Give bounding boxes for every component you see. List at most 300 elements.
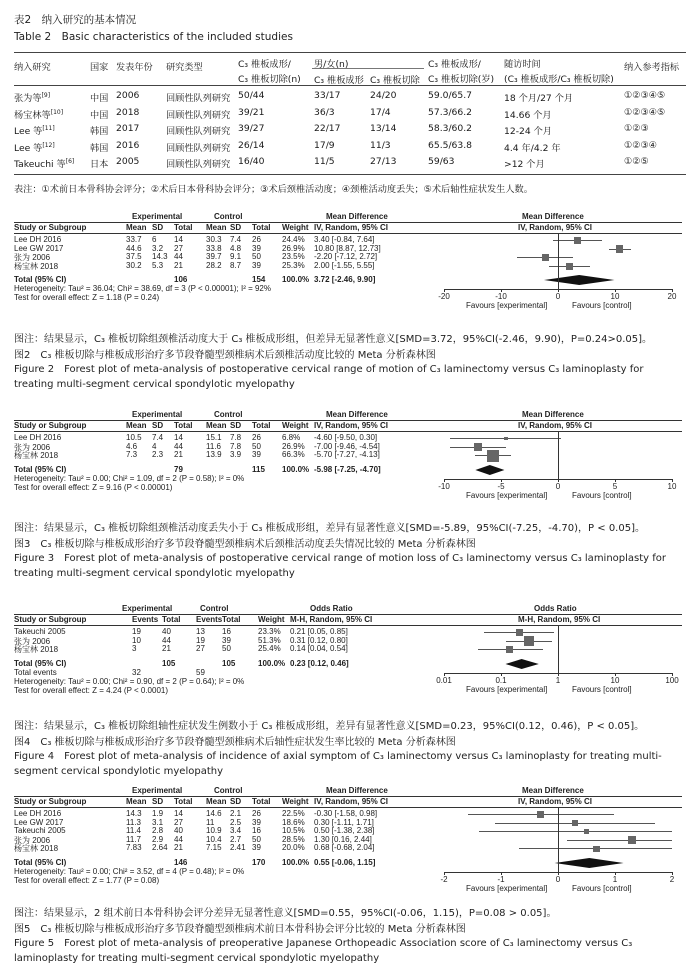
column-header: M-H, Random, 95% CI <box>290 615 373 624</box>
study-point <box>628 836 636 844</box>
th-study: 纳入研究 <box>14 62 51 73</box>
ctl-mean: 33.8 <box>206 243 222 253</box>
study-name: 杨宝林 2018 <box>14 645 59 655</box>
favours-left-label: Favours [experimental] <box>466 301 548 311</box>
fig3-caption-en: Figure 3 Forest plot of meta-analysis of postoperative cervical range of motion loss of C₃ laminectomy versus C₃ laminoplasty for treating multi-segment cervical spondylotic myelopathy <box>14 553 667 579</box>
study-point <box>574 237 581 244</box>
table-row <box>14 140 686 155</box>
fig3-caption-cn: 图3 C₃ 椎板切除与椎板成形治疗多节段脊髓型颈椎病术后颈椎活动度丢失情况比较的 Meta 分析森林图 <box>14 539 476 550</box>
study-weight: 22.5% <box>282 809 305 818</box>
forest-plot-figure-2 <box>14 212 686 322</box>
group-header-control: Control <box>200 604 229 613</box>
exp-total: 21 <box>174 843 183 853</box>
study-ci: 0.21 [0.05, 0.85] <box>290 627 348 636</box>
study-ci: -4.60 [-9.50, 0.30] <box>314 433 378 442</box>
total-ctl: 170 <box>252 858 266 867</box>
ctl-sd: 2.41 <box>230 843 246 853</box>
ctl-total: 39 <box>222 635 231 645</box>
column-header: Mean <box>206 797 227 806</box>
total-label: Total (95% CI) <box>14 858 67 867</box>
study-name: Lee DH 2016 <box>14 433 62 442</box>
study-ci: -2.20 [-7.12, 2.72] <box>314 252 378 262</box>
cell-design: 回顾性队列研究 <box>166 159 231 170</box>
group-header-measure-plot: Mean Difference <box>522 786 584 795</box>
cell-n: 39/27 <box>238 123 265 134</box>
column-header: IV, Random, 95% CI <box>314 797 388 806</box>
x-axis-tick-label: 10 <box>667 481 677 491</box>
exp-mean: 7.3 <box>126 450 138 460</box>
exp-total: 44 <box>174 834 183 844</box>
column-header: Study or Subgroup <box>14 223 87 232</box>
ctl-total: 39 <box>252 450 261 460</box>
study-ref: [9] <box>41 91 51 99</box>
total-weight: 100.0% <box>282 275 310 285</box>
x-axis-tick-label: 1 <box>555 675 561 685</box>
study-point <box>584 829 589 834</box>
study-point <box>474 443 482 451</box>
study-ci: 3.40 [-0.84, 7.64] <box>314 235 375 244</box>
th-age-2: C₃ 椎板切除(岁) <box>428 74 495 85</box>
study-weight: 6.8% <box>282 433 301 442</box>
exp-total: 44 <box>174 441 183 451</box>
cell-ind: ①②③④⑤ <box>624 90 666 101</box>
fig4-caption-cn: 图4 C₃ 椎板切除与椎板成形治疗多节段脊髓型颈椎病术后轴性症状发生率比较的 Meta 分析森林图 <box>14 737 456 748</box>
study-weight: 66.3% <box>282 450 305 460</box>
study-name: 张为 2006 <box>14 636 51 646</box>
exp-mean: 11.7 <box>126 834 141 844</box>
ctl-total: 39 <box>252 843 261 853</box>
exp-mean: 11.4 <box>126 826 141 836</box>
ctl-total: 50 <box>252 441 261 451</box>
total-events-ctl: 59 <box>196 667 205 677</box>
ctl-sd: 7.8 <box>230 441 242 451</box>
study-weight: 25.4% <box>258 644 281 654</box>
cell-study <box>14 156 74 170</box>
ctl-mean: 30.3 <box>206 235 222 244</box>
study-point <box>566 263 574 271</box>
fig2-note: 图注：结果显示，C₃ 椎板切除组颈椎活动度大于 C₃ 椎板成形组，但差异无显著性意义[SMD=3.72，95%CI(-2.46，9.90)，P=0.24>0.05]。 <box>14 334 653 345</box>
study-ci: 0.50 [-1.38, 2.38] <box>314 826 375 836</box>
ctl-total: 39 <box>252 260 261 270</box>
x-axis-tick-label: 100 <box>665 675 679 685</box>
column-header: Mean <box>126 421 147 430</box>
study-name: 杨宝林 2018 <box>14 844 59 854</box>
cell-sex-lp: 33/17 <box>314 90 341 101</box>
column-header: Total <box>174 797 193 806</box>
x-axis-tick-label: 20 <box>667 292 677 302</box>
column-header-rule <box>14 233 682 234</box>
ctl-mean: 11 <box>206 817 215 827</box>
cell-sex-lc: 11/3 <box>370 139 391 151</box>
pooled-diamond <box>14 658 686 672</box>
heterogeneity: Heterogeneity: Tau² = 36.04; Chi² = 38.69, df = 3 (P < 0.00001); I² = 92% <box>14 284 271 294</box>
cell-age: 57.3/66.2 <box>428 106 473 118</box>
exp-sd: 1.9 <box>152 809 164 818</box>
column-header: SD <box>152 797 164 806</box>
th-country: 国家 <box>90 62 109 73</box>
x-axis-tick-label: -10 <box>495 292 507 302</box>
th-sex-lc: C₃ 椎板切除 <box>370 75 420 86</box>
study-name: 杨宝林等 <box>14 109 51 121</box>
study-ref: [12] <box>42 141 55 149</box>
table-footnote: 表注：①术前日本骨科协会评分；②术后日本骨科协会评分；③术后颈椎活动度；④颈椎活动度丢失；⑤术后轴性症状发生人数。 <box>14 184 533 195</box>
plot-method-header: IV, Random, 95% CI <box>518 421 592 430</box>
favours-left-label: Favours [experimental] <box>466 490 548 500</box>
th-indicators: 纳入参考指标 <box>624 62 680 73</box>
favours-right-label: Favours [control] <box>572 684 632 694</box>
favours-right-label: Favours [control] <box>572 490 632 500</box>
fig2-caption-en: Figure 2 Forest plot of meta-analysis of postoperative cervical range of motion of C₃ laminectomy versus C₃ laminoplasty for treating multi-segment cervical spondylotic myelopathy <box>14 364 644 390</box>
column-header: Study or Subgroup <box>14 421 87 430</box>
fig5-caption-cn: 图5 C₃ 椎板切除与椎板成形治疗多节段脊髓型颈椎病术前日本骨科协会评分比较的 Meta 分析森林图 <box>14 924 466 935</box>
th-n-2: C₃ 椎板切除(n) <box>238 74 301 85</box>
column-header-rule <box>14 625 682 626</box>
study-name: Takeuchi 2005 <box>14 627 66 636</box>
study-name: 张为 2006 <box>14 835 51 845</box>
exp-sd: 14.3 <box>152 252 168 262</box>
ctl-mean: 15.1 <box>206 433 222 442</box>
favours-right-label: Favours [control] <box>572 884 632 893</box>
pooled-diamond-shape <box>475 465 504 475</box>
cell-sex-lc: 27/13 <box>370 156 397 167</box>
total-ci: -5.98 [-7.25, -4.70] <box>314 464 381 474</box>
pooled-diamond-shape <box>506 659 539 669</box>
cell-age: 59/63 <box>428 156 455 167</box>
study-weight: 23.5% <box>282 252 305 262</box>
total-events-label: Total events <box>14 667 57 677</box>
overall-effect: Test for overall effect: Z = 1.77 (P = 0.08) <box>14 876 160 885</box>
exp-total: 21 <box>162 644 171 654</box>
x-axis-tick-label: 0.01 <box>436 675 452 685</box>
group-header-experimental: Experimental <box>132 212 183 221</box>
overall-effect: Test for overall effect: Z = 9.16 (P < 0.00001) <box>14 482 173 492</box>
total-exp: 106 <box>174 275 188 285</box>
th-fu-1: 随访时间 <box>504 59 541 70</box>
ctl-sd: 2.7 <box>230 834 242 844</box>
column-header: Mean <box>126 223 147 232</box>
heterogeneity: Heterogeneity: Tau² = 0.00; Chi² = 0.90, df = 2 (P = 0.64); I² = 0% <box>14 676 245 686</box>
total-ci: 3.72 [-2.46, 9.90] <box>314 275 376 285</box>
study-weight: 24.4% <box>282 235 305 244</box>
group-header-experimental: Experimental <box>132 786 183 795</box>
fig5-note: 图注：结果显示，2 组术前日本骨科协会评分差异无显著性意义[SMD=0.55，95%CI(-0.06，1.15)，P=0.08 > 0.05]。 <box>14 908 557 919</box>
null-effect-line <box>558 625 559 673</box>
pooled-diamond-shape <box>544 275 614 285</box>
column-header: SD <box>230 223 242 232</box>
study-ci: 0.30 [-1.11, 1.71] <box>314 817 374 827</box>
cell-design: 回顾性队列研究 <box>166 109 231 121</box>
x-axis-tick-label: 0 <box>555 481 561 491</box>
study-ci: -7.00 [-9.46, -4.54] <box>314 441 380 451</box>
study-ref: [10] <box>50 108 64 116</box>
group-header-measure-plot: Odds Ratio <box>534 604 577 613</box>
exp-total: 14 <box>174 235 183 244</box>
study-weight: 20.0% <box>282 843 305 853</box>
x-axis-tick-label: 0 <box>555 875 561 884</box>
ctl-mean: 11.6 <box>206 441 221 451</box>
group-header-experimental: Experimental <box>122 604 173 613</box>
null-effect-line <box>558 807 559 872</box>
overall-effect: Test for overall effect: Z = 1.18 (P = 0.24) <box>14 293 160 303</box>
ctl-sd: 4.8 <box>230 243 242 253</box>
forest-plot-figure-4 <box>14 604 686 714</box>
study-ci: 2.00 [-1.55, 5.55] <box>314 260 375 270</box>
forest-plot-figure-3 <box>14 410 686 514</box>
cell-age: 58.3/60.2 <box>428 123 473 134</box>
study-weight: 51.3% <box>258 635 281 645</box>
column-header: Study or Subgroup <box>14 797 87 806</box>
study-point <box>537 811 544 818</box>
column-header: Total <box>252 797 271 806</box>
exp-sd: 3.1 <box>152 817 164 827</box>
study-point <box>542 254 549 261</box>
ctl-sd: 8.7 <box>230 260 242 270</box>
ctl-sd: 9.1 <box>230 252 242 262</box>
cell-sex-lc: 13/14 <box>370 123 397 134</box>
study-ci: 10.80 [8.87, 12.73] <box>314 243 381 253</box>
cell-design: 回顾性队列研究 <box>166 126 231 137</box>
exp-sd: 2.8 <box>152 826 164 836</box>
exp-total: 21 <box>174 450 183 460</box>
exp-mean: 30.2 <box>126 260 142 270</box>
column-header: Total <box>174 421 193 430</box>
column-header: Weight <box>282 223 309 232</box>
x-axis-tick-label: -10 <box>438 481 450 491</box>
exp-total: 40 <box>174 826 183 836</box>
exp-mean: 7.83 <box>126 843 142 853</box>
study-name: Takeuchi 2005 <box>14 826 66 836</box>
ctl-sd: 2.5 <box>230 817 242 827</box>
total-exp: 146 <box>174 858 188 867</box>
ctl-mean: 14.6 <box>206 809 222 818</box>
ctl-mean: 10.4 <box>206 834 222 844</box>
ctl-events: 13 <box>196 627 205 636</box>
column-header: Total <box>162 615 181 624</box>
study-weight: 25.3% <box>282 260 305 270</box>
x-axis-tick-label: -1 <box>497 875 505 884</box>
study-name: 张为 2006 <box>14 253 51 263</box>
ctl-total: 26 <box>252 235 261 244</box>
study-point <box>506 646 514 654</box>
total-ci: 0.23 [0.12, 0.46] <box>290 658 349 668</box>
total-exp: 79 <box>174 464 183 474</box>
study-ref: [11] <box>42 124 55 132</box>
ctl-total: 50 <box>252 252 261 262</box>
exp-events: 10 <box>132 635 141 645</box>
exp-sd: 7.4 <box>152 433 164 442</box>
x-axis-tick-label: 1 <box>612 875 618 884</box>
total-events-exp: 32 <box>132 667 141 677</box>
x-axis-tick-label: 10 <box>610 292 620 302</box>
exp-sd: 2.3 <box>152 450 164 460</box>
cell-fu: 14.66 个月 <box>504 109 552 121</box>
plot-method-header: IV, Random, 95% CI <box>518 797 592 806</box>
study-ci: 1.30 [0.16, 2.44] <box>314 834 372 844</box>
ctl-sd: 7.4 <box>230 235 242 244</box>
exp-sd: 3.2 <box>152 243 164 253</box>
total-weight: 100.0% <box>258 658 286 668</box>
ctl-total: 50 <box>252 834 261 844</box>
cell-study <box>14 140 55 154</box>
table-row <box>14 156 686 171</box>
cell-country: 韩国 <box>90 126 109 137</box>
ctl-mean: 39.7 <box>206 252 222 262</box>
cell-study <box>14 90 50 104</box>
ctl-sd: 2.1 <box>230 809 242 818</box>
exp-sd: 2.9 <box>152 834 164 844</box>
study-point <box>616 245 624 253</box>
column-header: SD <box>230 421 242 430</box>
ctl-mean: 28.2 <box>206 260 222 270</box>
study-ref: [6] <box>65 157 75 165</box>
exp-total: 21 <box>174 260 183 270</box>
study-point <box>593 846 600 853</box>
column-header: Weight <box>282 421 309 430</box>
exp-total: 14 <box>174 433 183 442</box>
exp-sd: 2.64 <box>152 843 168 853</box>
cell-country: 中国 <box>90 109 109 121</box>
study-weight: 28.5% <box>282 834 305 844</box>
table-row <box>14 90 686 105</box>
column-header: Mean <box>206 223 227 232</box>
exp-mean: 4.6 <box>126 441 138 451</box>
cell-fu: 12-24 个月 <box>504 126 552 137</box>
cell-year: 2017 <box>116 123 140 134</box>
group-header-control: Control <box>214 212 243 221</box>
pooled-diamond-shape <box>555 858 624 868</box>
study-weight: 26.9% <box>282 441 305 451</box>
column-header: Events <box>196 615 223 624</box>
study-point <box>487 450 499 462</box>
cell-age: 65.5/63.8 <box>428 139 473 151</box>
cell-fu: 4.4 年/4.2 年 <box>504 142 561 154</box>
cell-sex-lc: 24/20 <box>370 90 397 101</box>
cell-fu: >12 个月 <box>504 159 545 170</box>
cell-study <box>14 107 63 121</box>
heterogeneity: Heterogeneity: Tau² = 0.00; Chi² = 3.52, df = 4 (P = 0.48); I² = 0% <box>14 867 245 876</box>
cell-n: 50/44 <box>238 90 265 101</box>
exp-mean: 14.3 <box>126 809 142 818</box>
group-header-measure: Odds Ratio <box>310 604 353 613</box>
exp-mean: 44.6 <box>126 243 142 253</box>
study-ci: -0.30 [-1.58, 0.98] <box>314 809 378 818</box>
cell-sex-lp: 36/3 <box>314 106 335 118</box>
ctl-mean: 13.9 <box>206 450 222 460</box>
cell-n: 16/40 <box>238 156 265 167</box>
exp-total: 40 <box>162 627 171 636</box>
study-point <box>504 437 508 441</box>
ctl-sd: 3.4 <box>230 826 242 836</box>
study-weight: 18.6% <box>282 817 305 827</box>
study-name: Lee 等 <box>14 142 43 154</box>
total-exp: 105 <box>162 658 176 668</box>
table-caption-cn: 表2 纳入研究的基本情况 <box>14 14 137 26</box>
column-header: Weight <box>282 797 309 806</box>
exp-total: 44 <box>174 252 183 262</box>
study-point <box>516 629 523 636</box>
column-header-rule <box>14 431 682 432</box>
th-sex-rule <box>312 68 424 69</box>
study-name: 杨宝林 2018 <box>14 261 59 271</box>
total-label: Total (95% CI) <box>14 275 67 285</box>
study-ci: 0.31 [0.12, 0.80] <box>290 635 348 645</box>
ctl-total: 16 <box>252 826 261 836</box>
study-name: Lee DH 2016 <box>14 809 62 818</box>
column-header: SD <box>152 421 164 430</box>
fig5-caption-en: Figure 5 Forest plot of meta-analysis of preoperative Japanese Orthopeadic Association score of C₃ laminectomy versus C₃ laminoplasty for treating multi-segment cervical spondylotic myelopathy <box>14 938 633 964</box>
ctl-total: 39 <box>252 817 261 827</box>
total-ctl: 115 <box>252 464 265 474</box>
plot-method-header: IV, Random, 95% CI <box>518 223 592 232</box>
cell-age: 59.0/65.7 <box>428 90 473 101</box>
column-header: Events <box>132 615 159 624</box>
exp-total: 27 <box>174 817 183 827</box>
column-header: IV, Random, 95% CI <box>314 223 388 232</box>
favours-left-label: Favours [experimental] <box>466 884 548 893</box>
ctl-total: 50 <box>222 644 231 654</box>
exp-sd: 6 <box>152 235 157 244</box>
x-axis-tick-label: 0 <box>555 292 561 302</box>
study-name: 张为等 <box>14 93 42 104</box>
cell-year: 2018 <box>116 106 140 118</box>
cell-sex-lp: 22/17 <box>314 123 341 134</box>
column-header: Total <box>222 615 241 624</box>
heterogeneity: Heterogeneity: Tau² = 0.00; Chi² = 1.09, df = 2 (P = 0.58); I² = 0% <box>14 473 245 483</box>
fig4-caption-en: Figure 4 Forest plot of meta-analysis of incidence of axial symptom of C₃ laminectomy versus C₃ laminoplasty for treating multi-segment cervical spondylotic myelopathy <box>14 751 662 777</box>
table-row <box>14 107 686 122</box>
null-effect-line <box>558 233 559 289</box>
x-axis-tick-label: -5 <box>497 481 505 491</box>
cell-ind: ①②③④⑤ <box>624 106 666 118</box>
cell-year: 2005 <box>116 156 140 167</box>
overall-effect: Test for overall effect: Z = 4.24 (P < 0.0001) <box>14 685 169 695</box>
exp-events: 3 <box>132 644 137 654</box>
th-design: 研究类型 <box>166 62 203 73</box>
group-header-experimental: Experimental <box>132 410 183 419</box>
total-ci: 0.55 [-0.06, 1.15] <box>314 858 376 867</box>
th-year: 发表年份 <box>116 62 153 73</box>
cell-sex-lp: 11/5 <box>314 156 335 167</box>
fig4-note: 图注：结果显示，C₃ 椎板切除组轴性症状发生例数小于 C₃ 椎板成形组，差异有显著性意义[SMD=0.23，95%CI(0.12，0.46)，P < 0.05]。 <box>14 721 645 732</box>
study-ci: -5.70 [-7.27, -4.13] <box>314 450 380 460</box>
group-header-measure: Mean Difference <box>326 212 388 221</box>
study-ci: 0.14 [0.04, 0.54] <box>290 644 348 654</box>
exp-mean: 10.5 <box>126 433 142 442</box>
column-header: SD <box>152 223 164 232</box>
group-header-measure-plot: Mean Difference <box>522 212 584 221</box>
x-axis-tick-label: -20 <box>438 292 450 302</box>
cell-design: 回顾性队列研究 <box>166 93 231 104</box>
study-weight: 26.9% <box>282 243 305 253</box>
cell-sex-lc: 17/4 <box>370 106 391 118</box>
ctl-mean: 10.9 <box>206 826 222 836</box>
cell-ind: ①②③ <box>624 123 649 134</box>
cell-ind: ①②③④ <box>624 139 657 151</box>
x-axis-tick-label: 2 <box>669 875 675 884</box>
column-header: Total <box>174 223 193 232</box>
column-header: Weight <box>258 615 285 624</box>
cell-study <box>14 123 55 137</box>
ctl-mean: 7.15 <box>206 843 222 853</box>
plot-method-header: M-H, Random, 95% CI <box>518 615 601 624</box>
cell-n: 39/21 <box>238 106 265 118</box>
x-axis-tick-label: -2 <box>440 875 448 884</box>
x-axis-tick-label: 0.1 <box>495 675 507 685</box>
null-effect-line <box>558 431 559 479</box>
study-ci-line <box>479 831 672 832</box>
ctl-sd: 7.8 <box>230 433 242 442</box>
table-bottom-rule <box>14 174 686 175</box>
